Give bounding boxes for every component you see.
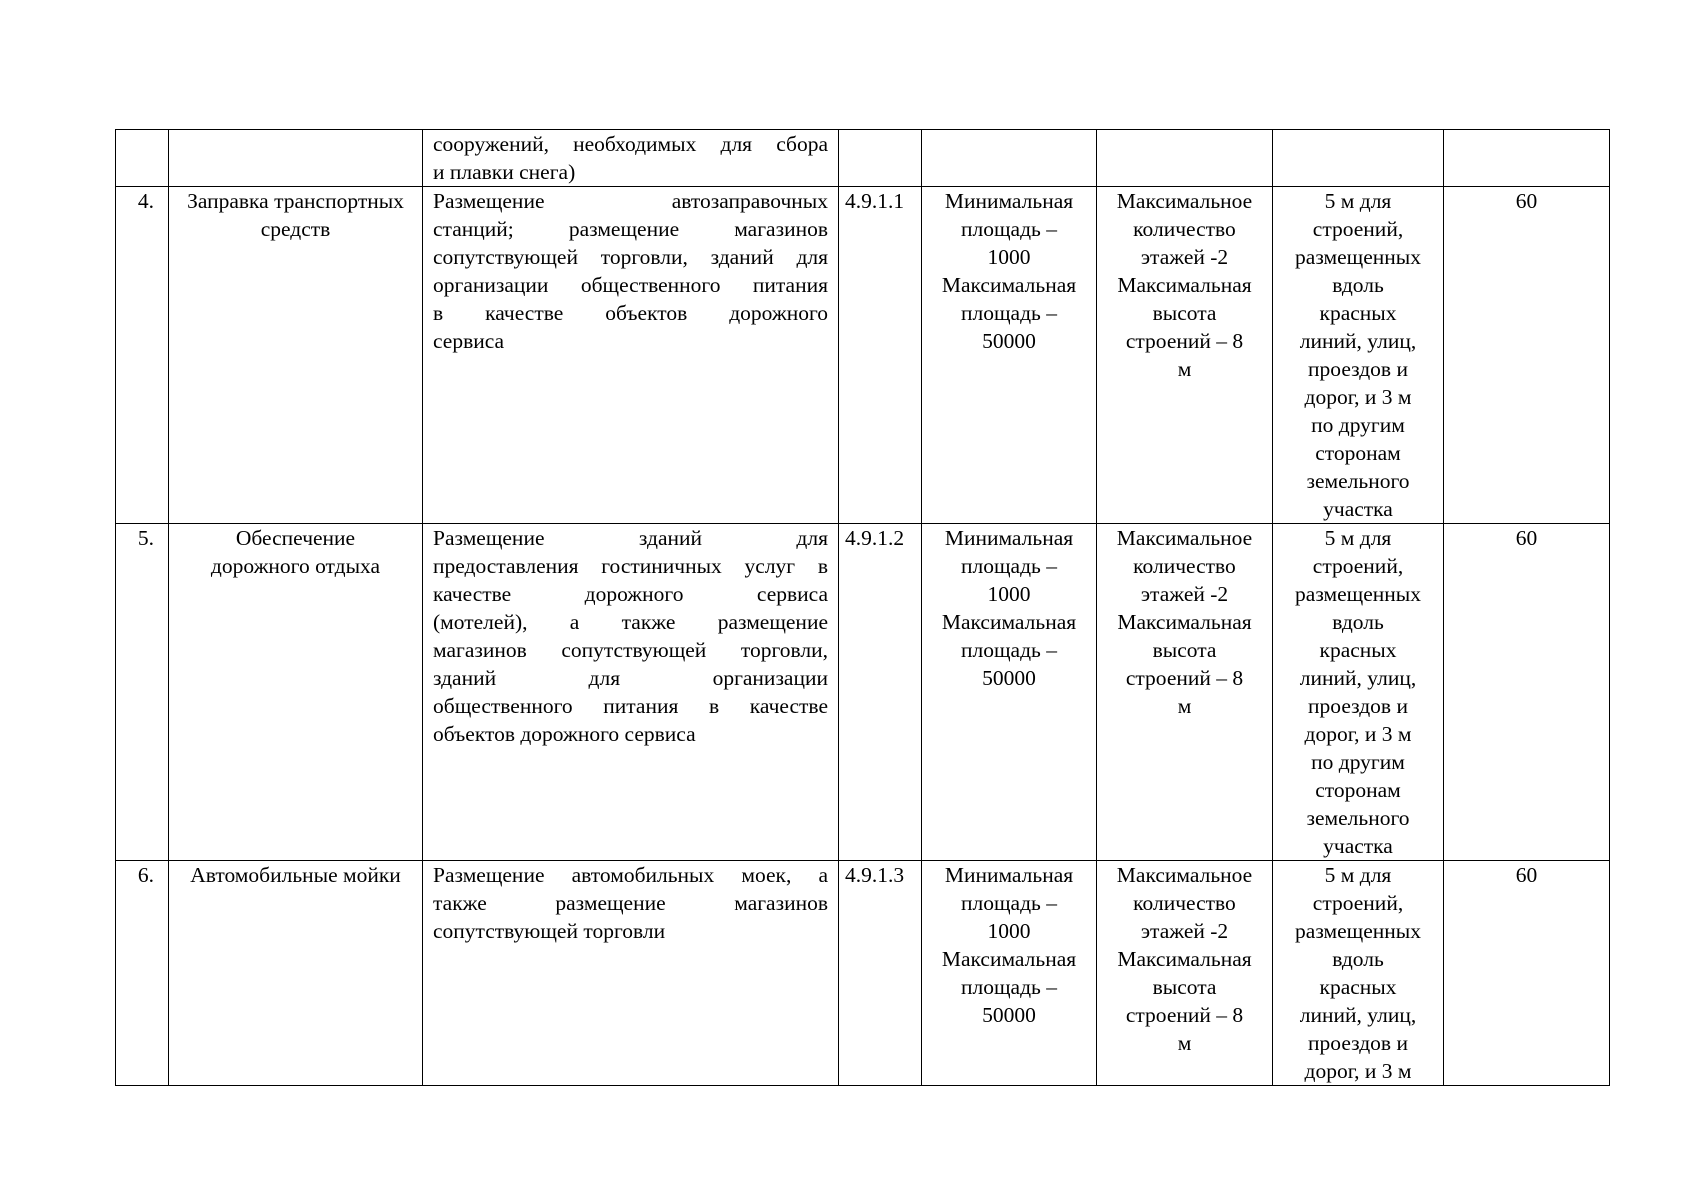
height-line: строений – 8: [1125, 329, 1244, 353]
height-line: количество: [1133, 217, 1236, 241]
cell-name: [169, 187, 423, 524]
cell-name: [169, 130, 423, 187]
desc-line: Размещение автомобильных моек, а: [433, 863, 828, 887]
area-line: площадь –: [961, 217, 1057, 241]
desc-line: также размещение магазинов: [433, 891, 828, 915]
cell-height: [1097, 187, 1273, 524]
table-row: [116, 187, 1610, 524]
table-row: [116, 524, 1610, 861]
height-line: количество: [1133, 554, 1236, 578]
area-line: Максимальная: [941, 273, 1077, 297]
setback-line: вдоль: [1332, 273, 1384, 297]
cell-setback: [1273, 524, 1444, 861]
cell-area: [922, 130, 1097, 187]
desc-line: Размещение зданий для: [433, 526, 828, 550]
height-line: м: [1177, 1031, 1192, 1055]
cell-setback: [1273, 861, 1444, 1086]
desc-line: сопутствующей торговли, зданий для: [433, 245, 828, 269]
area-line: 1000: [987, 245, 1031, 269]
cell-height: [1097, 130, 1273, 187]
setback-line: по другим: [1311, 750, 1405, 774]
setback-line: красных: [1319, 301, 1397, 325]
setback-line: земельного: [1306, 469, 1410, 493]
desc-line: (мотелей), а также размещение: [433, 610, 828, 634]
name-line: средств: [260, 217, 331, 241]
cell-description: [423, 524, 839, 861]
cell-name: [169, 524, 423, 861]
height-line: Максимальное: [1116, 863, 1253, 887]
cell-num: 5.: [116, 524, 169, 861]
setback-line: линий, улиц,: [1299, 1003, 1417, 1027]
table-row: [116, 861, 1610, 1086]
setback-line: строений,: [1312, 217, 1404, 241]
cell-area: [922, 187, 1097, 524]
area-line: 1000: [987, 919, 1031, 943]
setback-line: сторонам: [1315, 778, 1401, 802]
desc-line: сервиса: [433, 329, 505, 353]
height-line: этажей -2: [1140, 245, 1229, 269]
desc-line: сопутствующей торговли: [433, 919, 666, 943]
height-line: этажей -2: [1140, 582, 1229, 606]
desc-line: организации общественного питания: [433, 273, 828, 297]
desc-line: качестве дорожного сервиса: [433, 582, 828, 606]
area-line: 1000: [987, 582, 1031, 606]
setback-line: строений,: [1312, 891, 1404, 915]
setback-line: проездов и: [1308, 1031, 1408, 1055]
setback-line: 5 м для: [1324, 189, 1392, 213]
cell-num: [116, 130, 169, 187]
height-line: Максимальная: [1117, 273, 1252, 297]
height-line: строений – 8: [1125, 666, 1244, 690]
area-line: 50000: [982, 329, 1036, 353]
setback-line: красных: [1319, 975, 1397, 999]
setback-line: линий, улиц,: [1299, 666, 1417, 690]
cell-setback: [1273, 130, 1444, 187]
cell-area: [922, 861, 1097, 1086]
desc-line: сооружений, необходимых для сбора: [433, 132, 828, 156]
setback-line: дорог, и 3 м: [1304, 385, 1412, 409]
setback-line: 5 м для: [1324, 526, 1392, 550]
height-line: Максимальная: [1117, 610, 1252, 634]
area-line: Минимальная: [944, 189, 1074, 213]
cell-code: [839, 130, 922, 187]
height-line: высота: [1152, 638, 1217, 662]
setback-line: по другим: [1311, 413, 1405, 437]
height-line: Максимальная: [1117, 947, 1252, 971]
cell-num: 4.: [116, 187, 169, 524]
cell-percent: 60: [1444, 187, 1610, 524]
area-line: площадь –: [961, 301, 1057, 325]
area-line: Минимальная: [944, 863, 1074, 887]
area-line: площадь –: [961, 638, 1057, 662]
setback-line: линий, улиц,: [1299, 329, 1417, 353]
land-use-table: [115, 129, 1610, 1086]
setback-line: вдоль: [1332, 610, 1384, 634]
setback-line: дорог, и 3 м: [1304, 722, 1412, 746]
desc-line: общественного питания в качестве: [433, 694, 828, 718]
height-line: высота: [1152, 975, 1217, 999]
name-line: Автомобильные мойки: [190, 863, 401, 887]
cell-percent: [1444, 130, 1610, 187]
setback-line: проездов и: [1308, 694, 1408, 718]
height-line: количество: [1133, 891, 1236, 915]
setback-line: 5 м для: [1324, 863, 1392, 887]
desc-line: и плавки снега): [433, 160, 576, 184]
area-line: 50000: [982, 1003, 1036, 1027]
cell-height: [1097, 861, 1273, 1086]
setback-line: размещенных: [1295, 919, 1421, 943]
desc-line: объектов дорожного сервиса: [433, 722, 696, 746]
name-line: Обеспечение: [235, 526, 356, 550]
desc-line: предоставления гостиничных услуг в: [433, 554, 828, 578]
cell-description: [423, 861, 839, 1086]
setback-line: дорог, и 3 м: [1304, 1059, 1412, 1083]
area-line: Максимальная: [941, 610, 1077, 634]
setback-line: строений,: [1312, 554, 1404, 578]
desc-line: станций; размещение магазинов: [433, 217, 828, 241]
setback-line: земельного: [1306, 806, 1410, 830]
cell-description: [423, 130, 839, 187]
cell-percent: 60: [1444, 861, 1610, 1086]
cell-area: [922, 524, 1097, 861]
setback-line: красных: [1319, 638, 1397, 662]
area-line: площадь –: [961, 891, 1057, 915]
height-line: м: [1177, 357, 1192, 381]
name-line: Заправка транспортных: [187, 189, 404, 213]
cell-setback: [1273, 187, 1444, 524]
setback-line: вдоль: [1332, 947, 1384, 971]
cell-num: 6.: [116, 861, 169, 1086]
area-line: 50000: [982, 666, 1036, 690]
height-line: Максимальное: [1116, 189, 1253, 213]
cell-description: [423, 187, 839, 524]
area-line: площадь –: [961, 554, 1057, 578]
area-line: Максимальная: [941, 947, 1077, 971]
cell-percent: 60: [1444, 524, 1610, 861]
height-line: высота: [1152, 301, 1217, 325]
height-line: строений – 8: [1125, 1003, 1244, 1027]
setback-line: участка: [1323, 497, 1393, 521]
cell-name: [169, 861, 423, 1086]
setback-line: размещенных: [1295, 582, 1421, 606]
desc-line: Размещение автозаправочных: [433, 189, 828, 213]
cell-height: [1097, 524, 1273, 861]
area-line: Минимальная: [944, 526, 1074, 550]
name-line: дорожного отдыха: [210, 554, 381, 578]
cell-code: 4.9.1.3: [839, 861, 922, 1086]
setback-line: сторонам: [1315, 441, 1401, 465]
setback-line: размещенных: [1295, 245, 1421, 269]
setback-line: участка: [1323, 834, 1393, 858]
desc-line: зданий для организации: [433, 666, 828, 690]
table-row-continuation: [116, 130, 1610, 187]
cell-code: 4.9.1.1: [839, 187, 922, 524]
height-line: Максимальное: [1116, 526, 1253, 550]
area-line: площадь –: [961, 975, 1057, 999]
setback-line: проездов и: [1308, 357, 1408, 381]
desc-line: магазинов сопутствующей торговли,: [433, 638, 828, 662]
desc-line: в качестве объектов дорожного: [433, 301, 828, 325]
height-line: этажей -2: [1140, 919, 1229, 943]
cell-code: 4.9.1.2: [839, 524, 922, 861]
height-line: м: [1177, 694, 1192, 718]
